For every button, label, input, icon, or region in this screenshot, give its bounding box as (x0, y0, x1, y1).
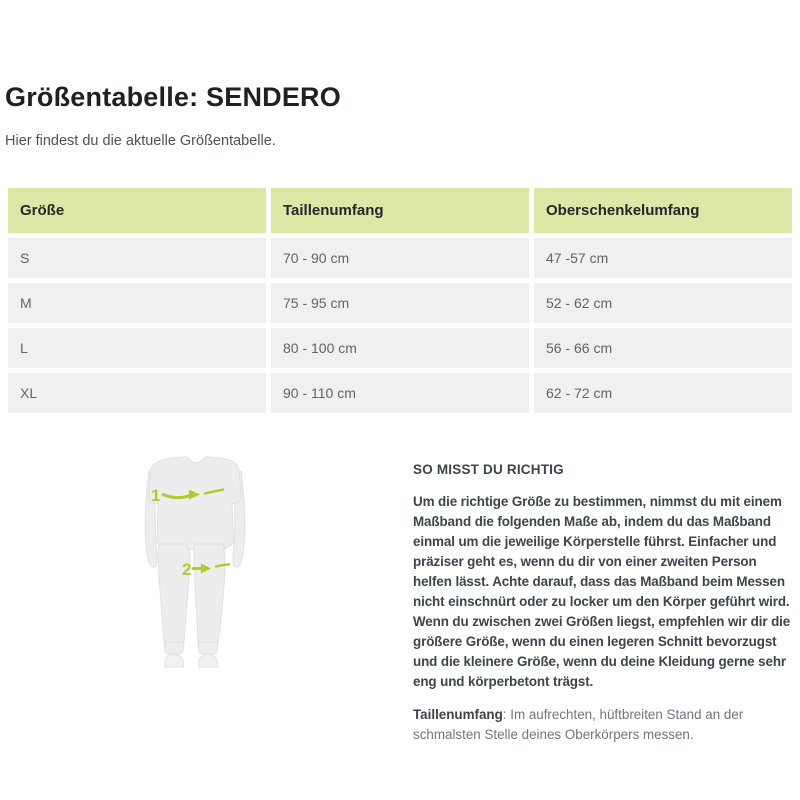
body-measurement-figure (140, 453, 250, 673)
marker-1-label: 1 (151, 486, 161, 505)
table-row (8, 238, 792, 278)
body-silhouette-illustration (140, 453, 250, 673)
cell-size: L (8, 328, 266, 368)
note-text: : Im aufrechten, hüftbreiten Stand an der schmalsten Stelle deines Oberkörpers messen. (413, 707, 744, 742)
cell-waist: 90 - 110 cm (271, 373, 529, 413)
header-cell-taillenumfang: Taillenumfang (271, 188, 529, 233)
cell-thigh: 56 - 66 cm (534, 328, 792, 368)
measuring-guide (413, 462, 792, 745)
cell-thigh: 47 -57 cm (534, 238, 792, 278)
page-title: Größentabelle: SENDERO (5, 82, 341, 112)
note-label: Taillenumfang (413, 707, 503, 722)
guide-paragraph: Um die richtige Größe zu bestimmen, nimmst du mit einem Maßband die folgenden Maße ab, indem du das Maßband einmal um die jeweilige Körperstelle führst. Einfacher und präziser geht es, wenn du dir von einer zweiten Person helfen lässt. Achte darauf, dass das Maßband beim Messen nicht einschnürt oder zu locker um den Körper geführt wird. Wenn du zwischen zwei Größen liegst, empfehlen wir dir die größere Größe, wenn du einen legeren Schnitt bevorzugst und die kleinere Größe, wenn du deine Kleidung gerne sehr eng und körperbetont trägst. (413, 494, 791, 689)
cell-thigh: 62 - 72 cm (534, 373, 792, 413)
table-row (8, 283, 792, 323)
table-header-row (8, 188, 792, 233)
table-row (8, 373, 792, 413)
page-subtitle: Hier findest du die aktuelle Größentabelle. (5, 133, 276, 149)
cell-size: XL (8, 373, 266, 413)
guide-note (413, 705, 792, 745)
cell-waist: 75 - 95 cm (271, 283, 529, 323)
marker-2-label: 2 (182, 560, 192, 579)
cell-size: S (8, 238, 266, 278)
cell-thigh: 52 - 62 cm (534, 283, 792, 323)
table-row (8, 328, 792, 368)
cell-size: M (8, 283, 266, 323)
guide-heading: SO MISST DU RICHTIG (413, 462, 564, 477)
header-cell-groesse: Größe (8, 188, 266, 233)
cell-waist: 70 - 90 cm (271, 238, 529, 278)
header-cell-oberschenkelumfang: Oberschenkelumfang (534, 188, 792, 233)
cell-waist: 80 - 100 cm (271, 328, 529, 368)
size-table (8, 188, 792, 413)
